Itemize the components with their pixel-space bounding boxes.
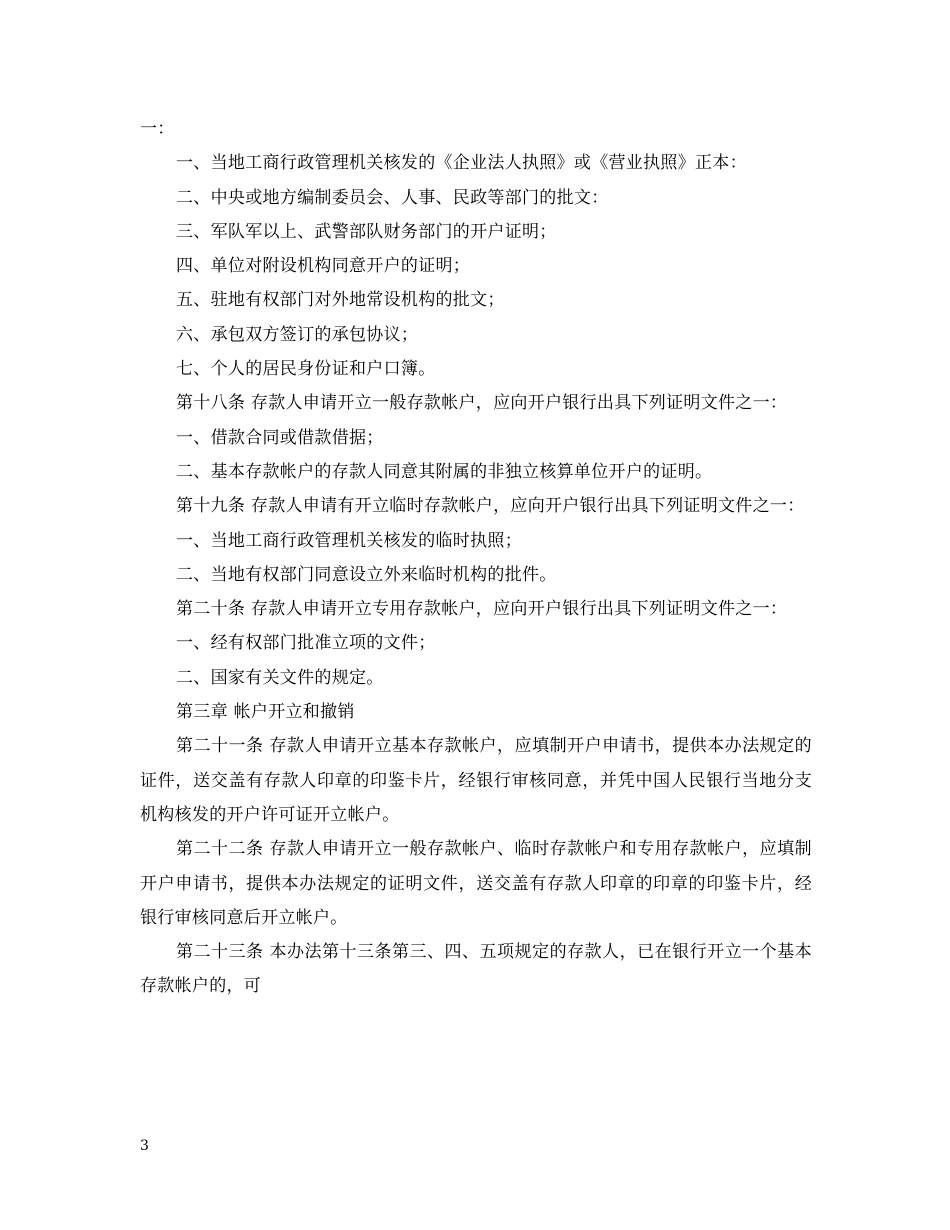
paragraph: 四、单位对附设机构同意开户的证明；: [176, 256, 471, 277]
paragraph: 七、个人的居民身份证和户口簿。: [176, 359, 436, 380]
paragraph: 一、当地工商行政管理机关核发的临时执照；: [176, 530, 522, 551]
paragraph: 二、当地有权部门同意设立外来临时机构的批件。: [176, 564, 557, 585]
paragraph: 一、经有权部门批准立项的文件；: [176, 633, 436, 654]
paragraph: 六、承包双方签订的承包协议；: [176, 324, 419, 345]
paragraph: 第二十条 存款人申请开立专用存款帐户，应向开户银行出具下列证明文件之一：: [176, 599, 788, 620]
paragraph: 三、军队军以上、武警部队财务部门的开户证明；: [176, 221, 557, 242]
paragraph: 第二十二条 存款人申请开立一般存款帐户、临时存款帐户和专用存款帐户，应填制开户申请书，提供本办法规定的证明文件，送交盖有存款人印章的印章的印鉴卡片，经银行审核同意后开立帐户。: [140, 839, 812, 928]
page-number: 3: [140, 1138, 149, 1154]
paragraph: 第十八条 存款人申请开立一般存款帐户，应向开户银行出具下列证明文件之一：: [176, 393, 788, 414]
paragraph: 第二十一条 存款人申请开立基本存款帐户，应填制开户申请书，提供本办法规定的证件，送交盖有存款人印章的印鉴卡片，经银行审核同意，并凭中国人民银行当地分支机构核发的开户许可证开立帐户。: [140, 736, 812, 825]
paragraph: 第三章 帐户开立和撤销: [176, 702, 355, 723]
paragraph: 一：: [140, 119, 175, 139]
paragraph: 二、国家有关文件的规定。: [176, 667, 384, 688]
paragraph: 二、基本存款帐户的存款人同意其附属的非独立核算单位开户的证明。: [176, 461, 713, 482]
paragraph: 二、中央或地方编制委员会、人事、民政等部门的批文：: [176, 187, 609, 208]
paragraph: 第二十三条 本办法第十三条第三、四、五项规定的存款人，已在银行开立一个基本存款帐户的，可: [140, 942, 812, 997]
paragraph: 第十九条 存款人申请有开立临时存款帐户，应向开户银行出具下列证明文件之一：: [176, 496, 805, 517]
paragraph: 一、当地工商行政管理机关核发的《企业法人执照》或《营业执照》正本：: [176, 153, 747, 174]
document-body: [140, 112, 812, 1004]
paragraph: 一、借款合同或借款借据；: [176, 427, 384, 448]
paragraph: 五、驻地有权部门对外地常设机构的批文；: [176, 290, 505, 311]
